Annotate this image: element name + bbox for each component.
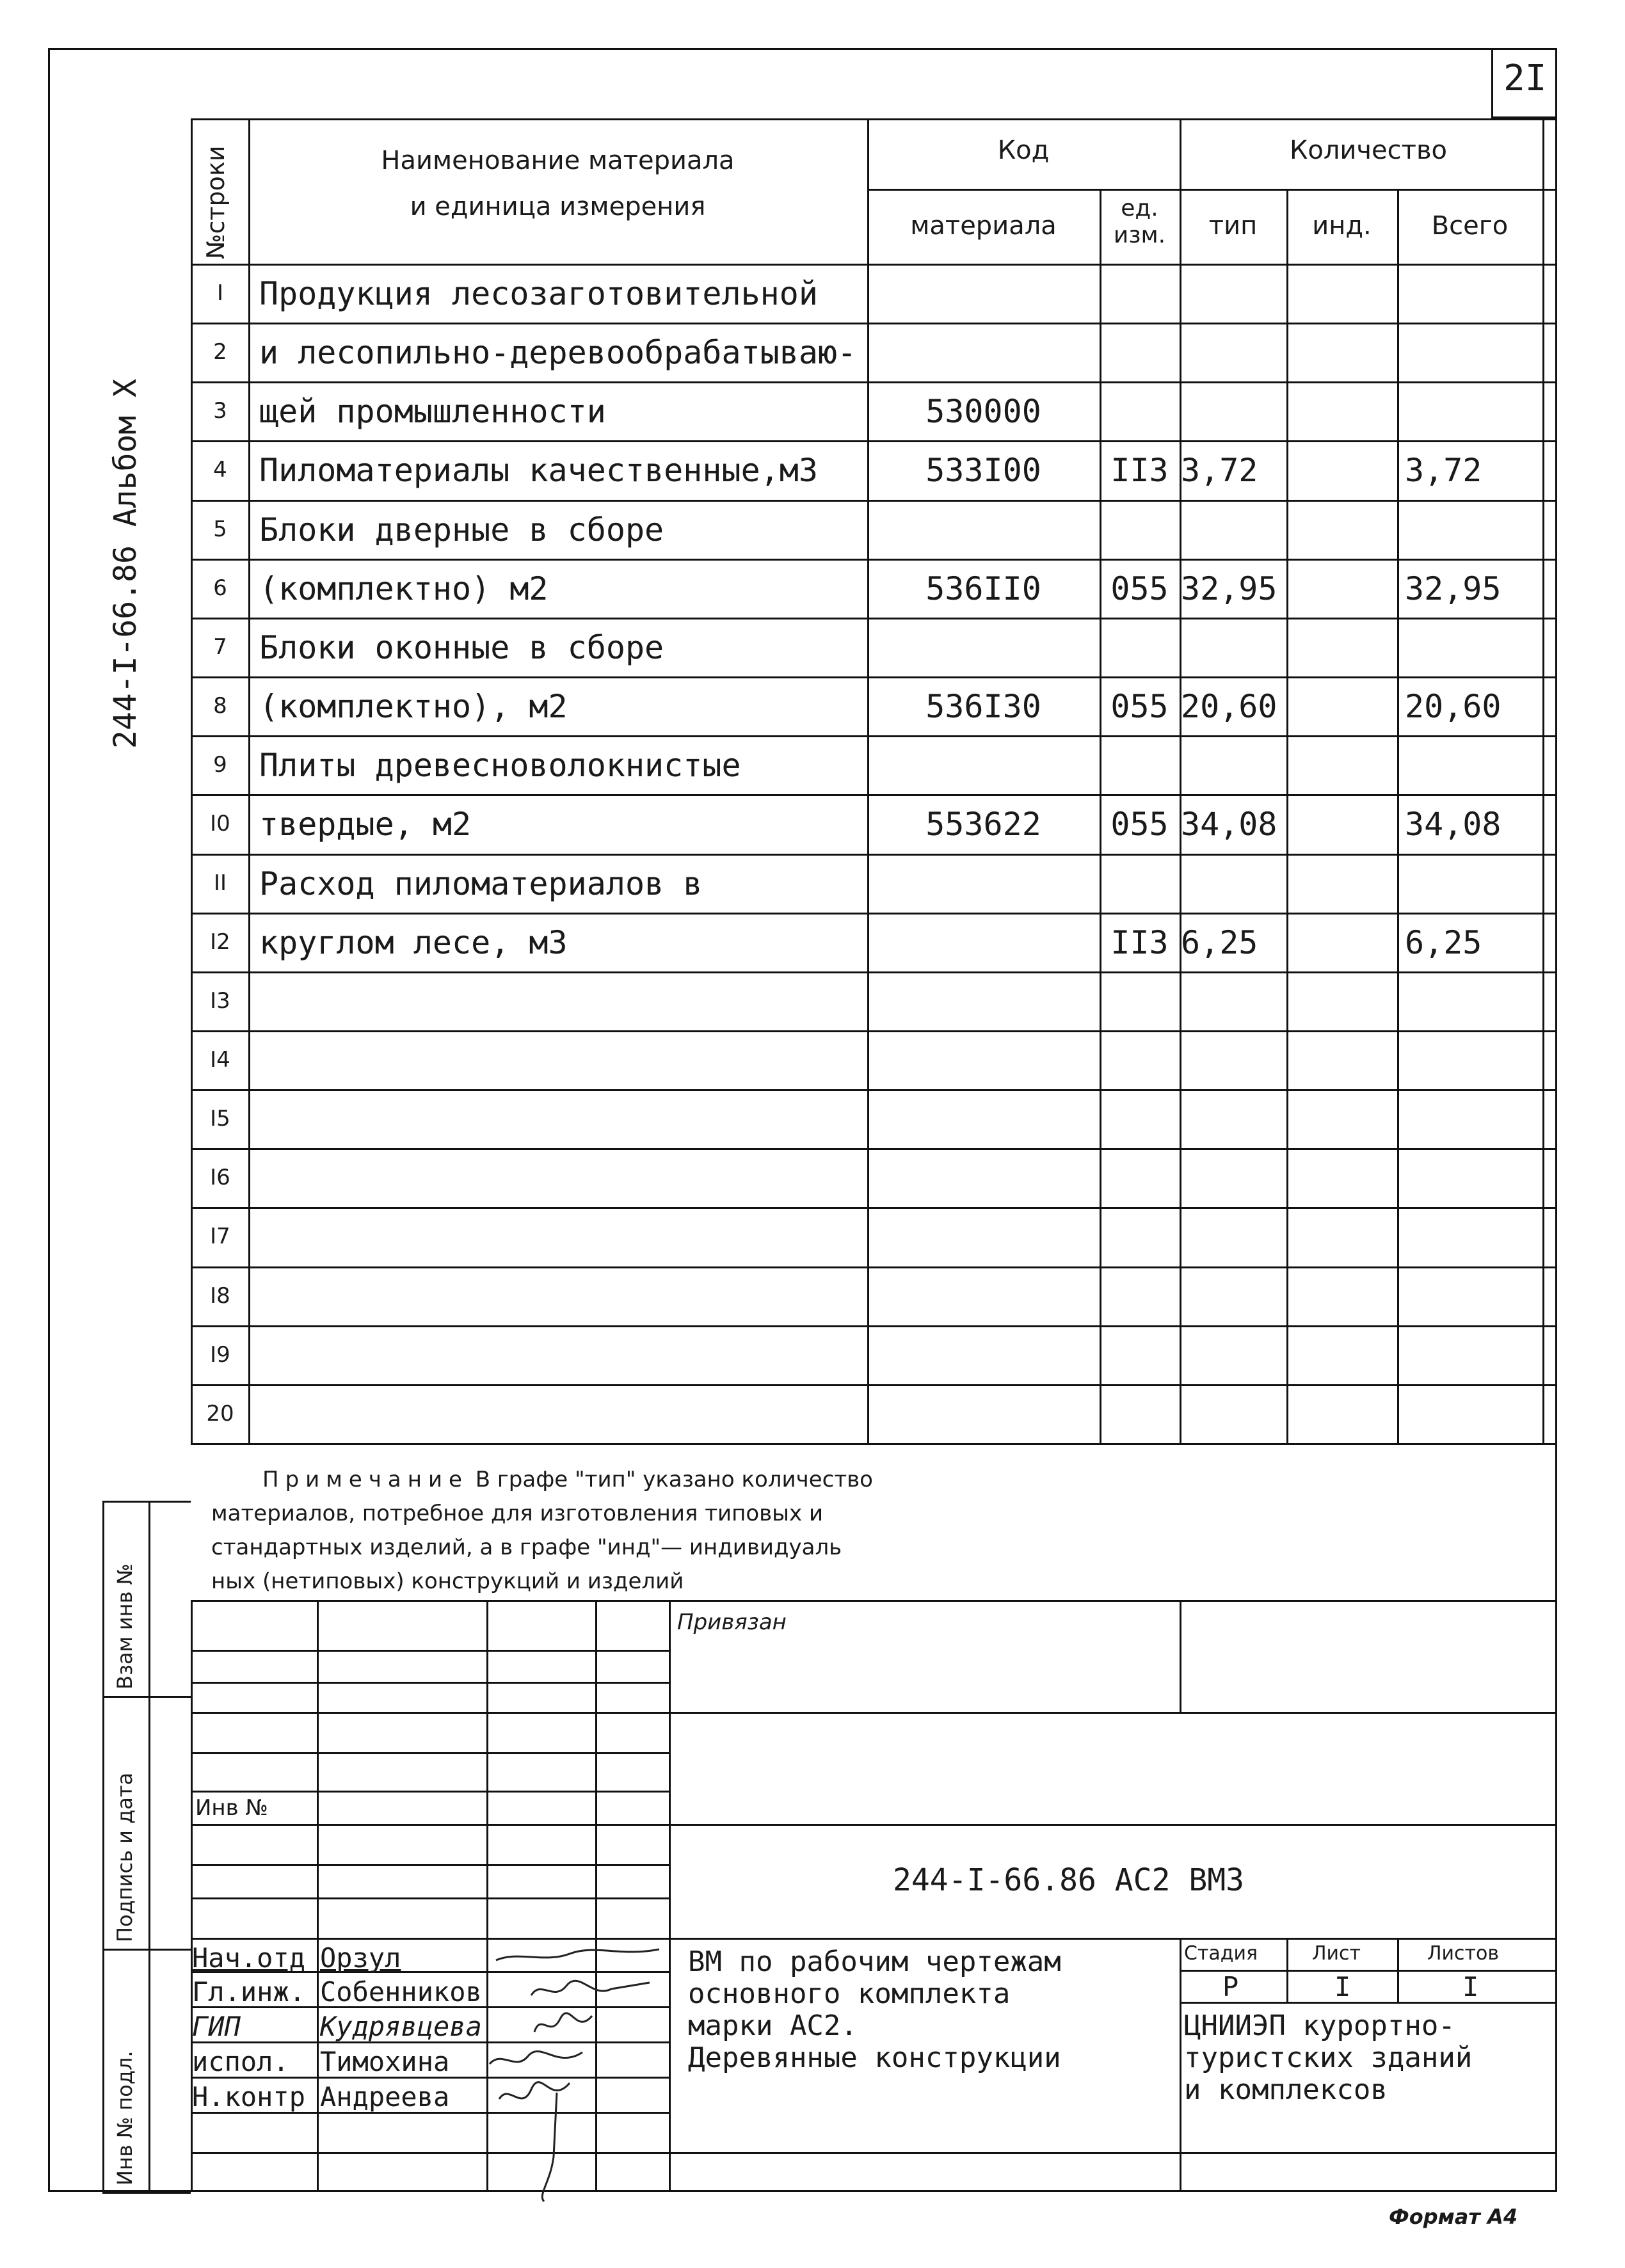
qty-total: 34,08	[1405, 806, 1501, 843]
row-number: 3	[213, 398, 227, 424]
row-number: 5	[213, 516, 227, 542]
person-role: ГИП	[192, 2011, 241, 2042]
sheets-label: Листов	[1427, 1942, 1500, 1965]
qty-total: 3,72	[1405, 452, 1482, 490]
qty-type: 6,25	[1181, 923, 1258, 961]
stage-label: Стадия	[1184, 1942, 1258, 1965]
person-name: Собенников	[320, 1976, 482, 2008]
person-name: Андреева	[320, 2081, 450, 2112]
material-name: щей промышленности	[259, 393, 606, 431]
person-name: Орзул	[320, 1942, 401, 1974]
material-code: 530000	[925, 393, 1041, 431]
row-number: II	[213, 870, 227, 896]
material-name: Продукция лесозаготовительной	[259, 275, 818, 312]
row-number: 6	[213, 575, 227, 601]
org-line-2: туристских зданий	[1184, 2041, 1473, 2074]
row-number: I4	[210, 1046, 230, 1073]
qty-total: 32,95	[1405, 570, 1501, 607]
sheets-value: I	[1462, 1971, 1479, 2002]
material-code: 536I30	[925, 688, 1041, 726]
person-role: испол.	[192, 2046, 289, 2077]
material-name: Пиломатериалы качественные,м3	[259, 452, 818, 490]
row-number: I7	[210, 1224, 230, 1250]
header-row-no: №строки	[202, 145, 230, 259]
note-line1-text: В графе "тип" указано количество	[475, 1467, 873, 1492]
qty-type: 32,95	[1181, 570, 1277, 607]
header-name-line1: Наименование материала	[381, 146, 735, 175]
header-qty-total: Всего	[1431, 211, 1509, 241]
material-name: (комплектно), м2	[259, 688, 568, 726]
page-number: 2I	[1503, 58, 1547, 99]
note-label: Примечание	[262, 1467, 468, 1492]
person-name: Кудрявцева	[320, 2011, 482, 2042]
row-number: 9	[213, 752, 227, 778]
org-line-1: ЦНИИЭП курортно-	[1184, 2009, 1455, 2042]
row-number: 2	[213, 339, 227, 365]
row-number: 20	[206, 1400, 234, 1426]
material-name: Расход пиломатериалов в	[259, 865, 703, 902]
row-number: I	[216, 280, 224, 306]
note-line1	[262, 1467, 873, 1492]
margin-podpis: Подпись и дата	[113, 1772, 137, 1942]
row-number: I0	[210, 811, 230, 837]
material-code: 533I00	[925, 452, 1041, 490]
header-name-line2: и единица измерения	[410, 192, 706, 221]
side-label: 244-I-66.86 Альбом X	[108, 379, 143, 749]
format-label: Формат А4	[1389, 2205, 1518, 2229]
unit-code: 055	[1110, 806, 1169, 843]
material-name: Блоки оконные в сборе	[259, 628, 664, 666]
note-line2: материалов, потребное для изготовления типовых и	[211, 1501, 824, 1526]
header-qty-type: тип	[1208, 211, 1258, 241]
signature-2	[528, 1976, 656, 2005]
material-name: (комплектно) м2	[259, 570, 548, 607]
material-name: Блоки дверные в сборе	[259, 511, 664, 548]
row-number: I3	[210, 987, 230, 1014]
margin-vzam: Взам инв №	[113, 1563, 137, 1689]
attached-label: Привязан	[677, 1609, 787, 1635]
person-name: Тимохина	[320, 2046, 450, 2077]
signature-4	[486, 2045, 589, 2077]
org-line-3: и комплексов	[1184, 2073, 1388, 2106]
unit-code: II3	[1110, 923, 1169, 961]
person-role: Нач.отд	[192, 1942, 306, 1974]
material-name: и лесопильно-деревообрабатываю-	[259, 334, 857, 372]
sheet-value: I	[1334, 1971, 1351, 2002]
header-qty-ind: инд.	[1312, 211, 1372, 241]
margin-inv-podl: Инв № подл.	[113, 2050, 137, 2185]
desc-line-2: основного комплекта	[688, 1977, 1011, 2010]
header-quantity: Количество	[1289, 136, 1447, 165]
sheet-label: Лист	[1312, 1942, 1361, 1965]
unit-code: 055	[1110, 570, 1169, 607]
material-code: 536II0	[925, 570, 1041, 607]
material-name: твердые, м2	[259, 806, 472, 843]
row-number: 8	[213, 693, 227, 719]
qty-total: 20,60	[1405, 688, 1501, 726]
qty-type: 34,08	[1181, 806, 1277, 843]
desc-line-4: Деревянные конструкции	[688, 2041, 1061, 2074]
header-code-material: материала	[910, 211, 1057, 241]
qty-total: 6,25	[1405, 923, 1482, 961]
row-number: I8	[210, 1282, 230, 1309]
row-number: I2	[210, 929, 230, 955]
doc-code: 244-I-66.86 АС2 ВМ3	[893, 1862, 1245, 1898]
header-code-unit: ед. изм.	[1113, 195, 1166, 248]
inv-label: Инв №	[195, 1795, 268, 1821]
desc-line-3: марки АС2.	[688, 2009, 858, 2042]
material-name: Плиты древесноволокнистые	[259, 747, 741, 785]
note-line3: стандартных изделий, а в графе "инд"— индивидуаль	[211, 1535, 842, 1560]
signature-1	[493, 1944, 666, 1970]
signature-3	[531, 2009, 595, 2041]
row-number: I9	[210, 1341, 230, 1368]
unit-code: II3	[1110, 452, 1169, 490]
desc-line-1: ВМ по рабочим чертежам	[688, 1945, 1061, 1978]
material-name: круглом лесе, м3	[259, 923, 568, 961]
header-code: Код	[997, 136, 1050, 165]
material-code: 553622	[925, 806, 1041, 843]
row-number: 4	[213, 457, 227, 483]
unit-code: 055	[1110, 688, 1169, 726]
qty-type: 20,60	[1181, 688, 1277, 726]
person-role: Н.контр	[192, 2081, 306, 2112]
row-number: I5	[210, 1106, 230, 1132]
person-role: Гл.инж.	[192, 1976, 306, 2008]
signature-5	[493, 2080, 602, 2208]
stage-value: Р	[1222, 1971, 1239, 2002]
note-line4: ных (нетиповых) конструкций и изделий	[211, 1569, 684, 1594]
row-number: 7	[213, 634, 227, 660]
row-number: I6	[210, 1165, 230, 1191]
qty-type: 3,72	[1181, 452, 1258, 490]
